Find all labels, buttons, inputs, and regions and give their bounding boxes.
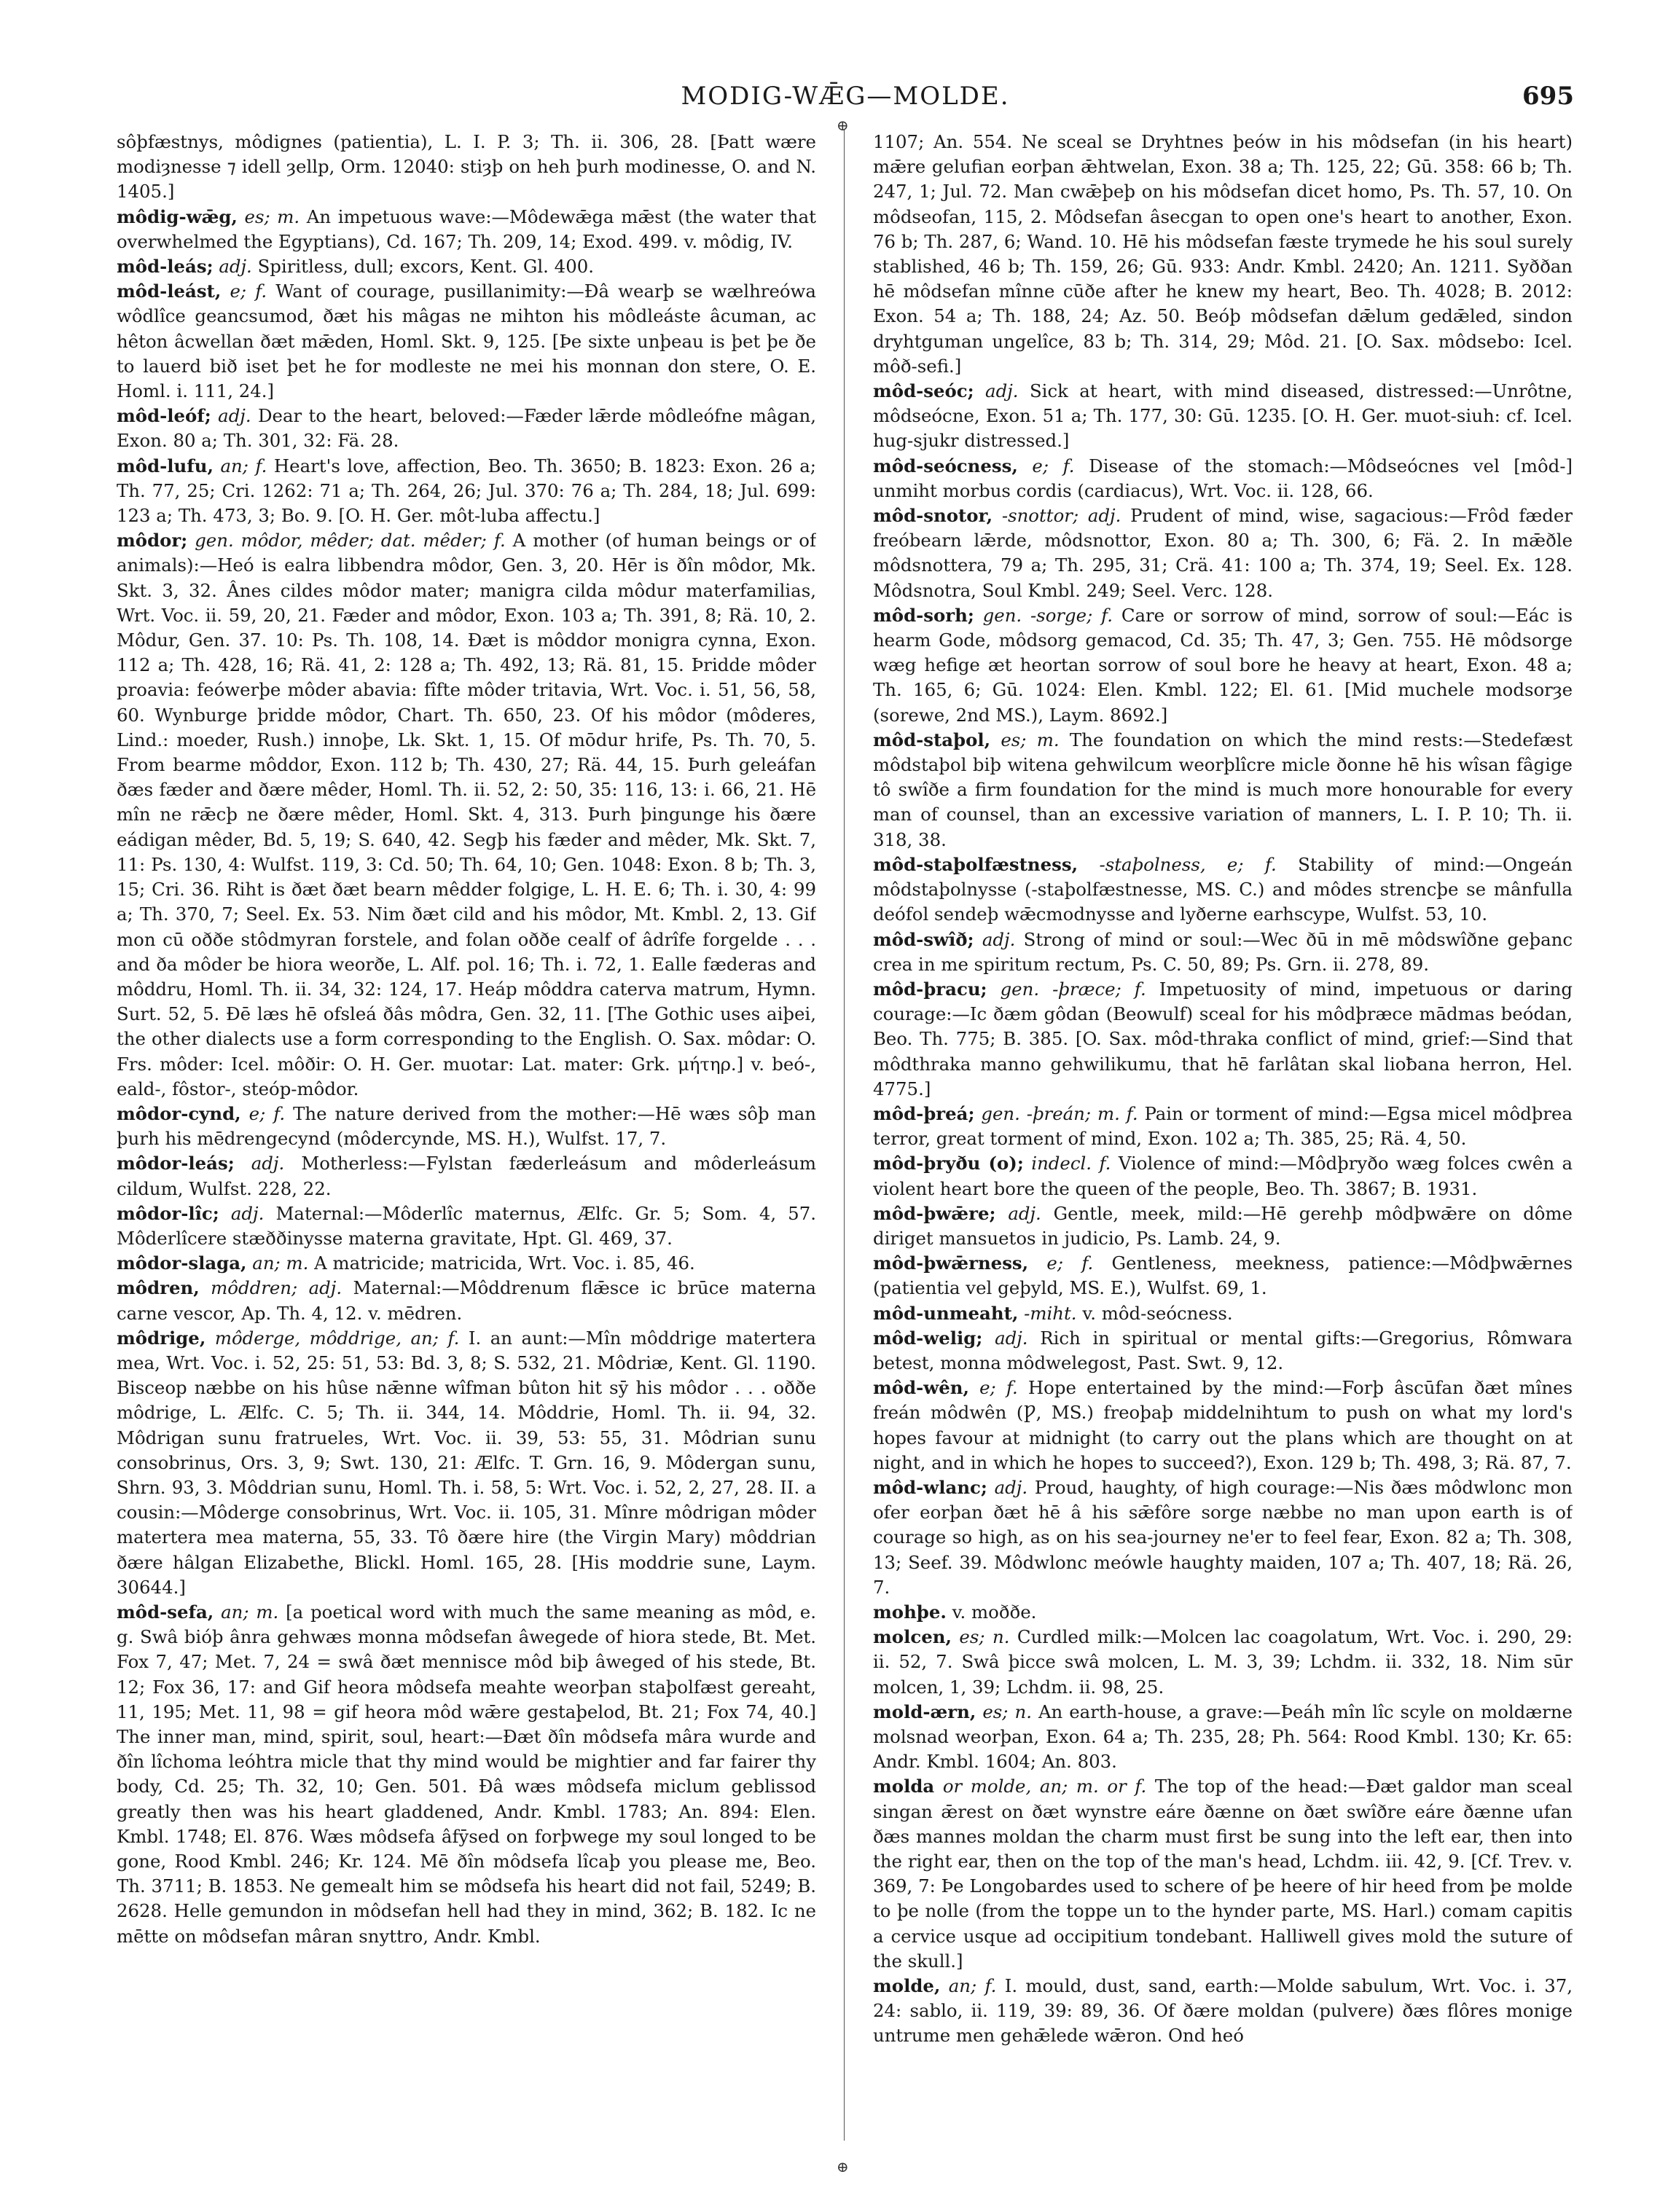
entry-text: Maternal:—Môderlîc maternus, Ælfc. Gr. 5; Som. 4, 57. Môderlîcere stæððinysse materna gravitate, Hpt. Gl. 469, 37. — [117, 1202, 816, 1249]
dictionary-entry — [117, 1276, 816, 1325]
entry-headword: môd-leás; — [117, 256, 214, 278]
dictionary-entry — [117, 1102, 816, 1151]
entry-grammar: adj. — [251, 1153, 285, 1174]
entry-headword: mohþe. — [873, 1601, 947, 1623]
entry-text: An earth-house, a grave:—Þeáh mîn lîc scyle on moldærne molsnad weorþan, Exon. 64 a; Th. 235, 28; Ph. 564: Rood Kmbl. 130; Kr. 65: Andr. Kmbl. 1604; An. 803. — [873, 1701, 1573, 1773]
entry-headword: môd-lufu, — [117, 455, 214, 476]
entry-headword: môd-staþolfæstness, — [873, 853, 1078, 875]
left-column — [117, 130, 816, 2170]
entry-text: I. an aunt:—Mîn môddrige matertera mea, Wrt. Voc. i. 52, 25: 51, 53: Bd. 3, 8; S. 532, 21. Môdriæ, Kent. Gl. 1190. Bisceop næbbe on his hûse nǣnne wîfman bûton hit sȳ his môdor . . . oððe môdrige, L. Ælfc. C. 5; Th. ii. 344, 14. Môddrie, Homl. Th. ii. 94, 32. Môdrigan sunu fratrueles, Wrt. Voc. ii. 39, 53: 55, 31. Môdrian sunu consobrinus, Ors. 3, 9; Swt. 130, 21: Ælfc. T. Grn. 16, 9. Môdergan sunu, Shrn. 93, 3. Môddrian sunu, Homl. Th. i. 58, 5: Wrt. Voc. i. 52, 2, 27, 28. II. a cousin:—Môderge consobrinus, Wrt. Voc. ii. 105, 31. Mînre môdrigan môder matertera mea materna, 55, 33. Tô ðære hire (the Virgin Mary) môddrian ðære hâlgan Elizabethe, Blickl. Homl. 165, 28. [His moddrie sune, Laym. 30644.] — [117, 1327, 816, 1598]
entry-text: Want of courage, pusillanimity:—Đâ wearþ se wælhreówa wôdlîce geancsumod, ðæt his mâgas ne mihton his môdleáste âcuman, ac hêton âcwellan ðæt mǣden, Homl. Skt. 9, 125. [Þe sixte unþeau is þet þe ðe to lauerd bið iset þet he for modleste ne mei his monnan don stere, O. E. Homl. i. 111, 24.] — [117, 281, 816, 402]
entry-grammar: an; f. — [948, 1975, 997, 1997]
dictionary-entry — [873, 454, 1573, 503]
entry-text: Gentleness, meekness, patience:—Môdþwǣrnes (patientia vel geþyld, MS. E.), Wulfst. 69, 1. — [873, 1252, 1573, 1299]
entry-grammar: an; f. — [220, 455, 267, 476]
entry-text: Spiritless, dull; excors, Kent. Gl. 400. — [257, 256, 594, 278]
dictionary-entry — [873, 1251, 1573, 1301]
entry-headword: môdor-lîc; — [117, 1202, 219, 1224]
entry-text: Impetuosity of mind, impetuous or daring courage:—Ic ðæm gôdan (Beowulf) sceal for his môdþræce mādmas beódan, Beo. Th. 775; B. 385. [O. Sax. môd-thraka conflict of mind, grief:—Sind that môdthraka manno gehwilikumu, that hē farlâtan skal lioƀana herron, Hel. 4775.] — [873, 978, 1573, 1099]
dictionary-entry — [873, 379, 1573, 454]
dictionary-entry — [873, 1326, 1573, 1376]
entry-headword: molda — [873, 1776, 935, 1797]
entry-text: Stability of mind:—Ongeán môdstaþolnysse (-staþolfæstnesse, MS. C.) and môdes strencþe se mânfulla deófol sendeþ wǣcmodnysse and lyðerne earhscype, Wulfst. 53, 10. — [873, 853, 1573, 925]
entry-text: Care or sorrow of mind, sorrow of soul:—Eác is hearm Gode, môdsorg gemacod, Cd. 35; Th. 47, 3; Gen. 755. Hē môdsorge wæg hefige æt heortan sorrow of soul bore he heavy at heart, Exon. 48 a; Th. 165, 6; Gū. 1024: Elen. Kmbl. 122; El. 61. [Mid muchele modsorȝe (sorewe, 2nd MS.), Laym. 8692.] — [873, 604, 1573, 726]
entry-text: An impetuous wave:—Môdewǣga mǣst (the water that overwhelmed the Egyptians), Cd. 167; Th. 209, 14; Exod. 499. v. môdig, IV. — [117, 205, 816, 252]
entry-grammar: es; m. — [1001, 729, 1060, 750]
entry-grammar: e; f. — [248, 1102, 286, 1124]
entry-grammar: môddren; adj. — [211, 1277, 342, 1299]
entry-text: Prudent of mind, wise, sagacious:—Frôd fæder freóbearn lǣrde, môdsnottor, Exon. 80 a; Th. 300, 6; Fä. 2. In mǣðle môdsnottera, 79 a; Th. 295, 31; Crä. 41: 100 a; Th. 374, 19; Seel. Ex. 128. Môdsnotra, Soul Kmbl. 249; Seel. Verc. 128. — [873, 505, 1573, 601]
entry-grammar: es; n. — [959, 1626, 1010, 1648]
column-ornament-top: ⊕ — [837, 117, 849, 134]
dictionary-entry — [117, 1201, 816, 1251]
dictionary-entry — [873, 1201, 1573, 1251]
entry-grammar: gen. -þreán; m. f. — [981, 1102, 1138, 1124]
entry-text: Violence of mind:—Môdþryðo wæg folces cwên a violent heart bore the queen of the people, Beo. Th. 3867; B. 1931. — [873, 1153, 1573, 1199]
entry-grammar: indecl. f. — [1031, 1153, 1111, 1174]
dictionary-entry — [117, 1151, 816, 1201]
dictionary-entry — [117, 454, 816, 529]
entry-headword: môdor-leás; — [117, 1153, 235, 1174]
entry-headword: môd-wên, — [873, 1377, 969, 1399]
dictionary-entry — [117, 254, 816, 279]
entry-headword: molde, — [873, 1975, 941, 1997]
entry-grammar: adj. — [218, 405, 251, 427]
entry-text: Gentle, meek, mild:—Hē gerehþ môdþwǣre on dôme diriget mansuetos in judicio, Ps. Lamb. 24, 9. — [873, 1202, 1573, 1249]
entry-grammar: gen. môdor, mêder; dat. mêder; f. — [195, 530, 506, 552]
entry-grammar: gen. -þræce; f. — [1000, 978, 1146, 1000]
dictionary-entry — [117, 1600, 816, 1949]
entry-text: v. môd-seócness. — [1082, 1302, 1233, 1324]
entry-headword: môd-seócness, — [873, 455, 1018, 476]
dictionary-entry — [873, 1974, 1573, 2049]
entry-grammar: adj. — [995, 1327, 1028, 1349]
entry-grammar: -miht. — [1024, 1302, 1077, 1324]
entry-headword: môd-þwǣrness, — [873, 1252, 1029, 1274]
entry-headword: môd-snotor, — [873, 505, 993, 527]
dictionary-entry — [873, 503, 1573, 603]
entry-headword: môd-þreá; — [873, 1102, 975, 1124]
entry-text: A mother (of human beings or of animals):—Heó is ealra libbendra môdor, Gen. 3, 20. Hēr is ðîn môdor, Mk. Skt. 3, 32. Ânes cildes môdor mater; manigra cilda môdur materfamilias, Wrt. Voc. ii. 59, 20, 21. Fæder and môdor, Exon. 103 a; Th. 391, 8; Rä. 10, 2. Môdur, Gen. 37. 10: Ps. Th. 108, 14. Ðæt is môddor monigra cynna, Exon. 112 a; Th. 428, 16; Rä. 41, 2: 128 a; Th. 492, 13; Rä. 81, 15. Þridde môder proavia: feówerþe môder abavia: fîfte môder tritavia, Wrt. Voc. i. 51, 56, 58, 60. Wynburge þridde môdor, Chart. Th. 650, 23. Of his môdor (môderes, Lind.: moeder, Rush.) innoþe, Lk. Skt. 1, 15. Of mōdur hrife, Ps. Th. 70, 5. From bearme môddor, Exon. 112 b; Th. 430, 27; Rä. 44, 15. Þurh geleáfan ðæs fæder and ðære mêder, Homl. Th. ii. 52, 2: 50, 35: 116, 13: i. 66, 21. Hē mîn ne rǣcþ ne ðære mêder, Homl. Skt. 4, 313. Þurh þingunge his ðære eádigan mêder, Bd. 5, 19; S. 640, 42. Segþ his fæder and mêder, Mk. Skt. 7, 11: Ps. 130, 4: Wulfst. 119, 3: Cd. 50; Th. 64, 10; Gen. 1048: Exon. 8 b; Th. 3, 15; Cri. 36. Riht is ðæt ðæt bearn mêdder folgige, L. H. E. 6; Th. i. 30, 4: 99 a; Th. 370, 7; Seel. Ex. 53. Nim ðæt cild and his môdor, Mt. Kmbl. 2, 13. Gif mon cū oððe stôdmyran forstele, and folan oððe cealf of âdrîfe forgelde . . . and ða môder be hiora weorðe, L. Alf. pol. 16; Th. i. 72, 1. Ealle fæderas and môddru, Homl. Th. ii. 34, 32: 124, 17. Heáp môddra caterva matrum, Hymn. Surt. 52, 5. Ðē læs hē ofsleá ðâs môdra, Gen. 32, 11. [The Gothic uses aiþei, the other dialects use a form corresponding to the English. O. Sax. môdar: O. Frs. môder: Icel. môðir: O. H. Ger. muotar: Lat. mater: Grk. μήτηρ.] v. beó-, eald-, fôstor-, steóp-môdor. — [117, 530, 816, 1099]
dictionary-entry — [873, 603, 1573, 728]
page-title: MODIG-WǢG—MOLDE. — [681, 82, 1010, 111]
entry-text: Curdled milk:—Molcen lac coagolatum, Wrt. Voc. i. 290, 29: ii. 52, 7. Swâ þicce swâ molcen, L. M. 3, 39; Lchdm. ii. 332, 18. Nim sūr molcen, 1, 39; Lchdm. ii. 98, 25. — [873, 1626, 1573, 1698]
entry-grammar: adj. — [230, 1202, 265, 1224]
entry-text: sôþfæstnys, môdignes (patientia), L. I. P. 3; Th. ii. 306, 28. [Þatt wære modiȝnesse ⁊ idell ȝellp, Orm. 12040: stiȝþ on heh þurh modinesse, O. and N. 1405.] — [117, 131, 816, 203]
dictionary-entry — [117, 279, 816, 404]
dictionary-entry — [117, 528, 816, 1102]
dictionary-entry — [117, 404, 816, 453]
column-ornament-bottom: ⊕ — [837, 2158, 849, 2176]
dictionary-entry — [873, 1151, 1573, 1201]
entry-headword: môd-þryðu (o); — [873, 1153, 1024, 1174]
entry-text: The nature derived from the mother:—Hē wæs sôþ man þurh his mēdrengecynd (môdercynde, MS. H.), Wulfst. 17, 7. — [117, 1102, 816, 1150]
column-divider — [844, 130, 845, 2141]
entry-text: Rich in spiritual or mental gifts:—Gregorius, Rômwara betest, monna môdwelegost, Past. Swt. 9, 12. — [873, 1327, 1573, 1373]
entry-text: Heart's love, affection, Beo. Th. 3650; B. 1823: Exon. 26 a; Th. 77, 25; Cri. 1262: 71 a; Th. 264, 26; Jul. 370: 76 a; Th. 284, 18; Jul. 699: 123 a; Th. 473, 3; Bo. 9. [O. H. Ger. môt-luba affectu.] — [117, 455, 816, 527]
entry-text: [a poetical word with much the same meaning as môd, e. g. Swâ bióþ ânra gehwæs monna môdsefan âwegede of hiora stede, Bt. Met. Fox 7, 47; Met. 7, 24 = swâ ðæt mennisce môd biþ âweged of his stede, Bt. 12; Fox 36, 17: and Gif heora môdsefa meahte weorþan staþolfæst gereaht, 11, 195; Met. 11, 98 = gif heora môd wǣre gestaþelod, Bt. 21; Fox 74, 40.] The inner man, mind, spirit, soul, heart:—Ðæt ðîn môdsefa mâra wurde and ðîn lîchoma leóhtra micle that thy mind would be mightier and far fairer thy body, Cd. 25; Th. 32, 10; Gen. 501. Ðâ wæs môdsefa miclum geblissod greatly then was his heart gladdened, Andr. Kmbl. 1783; An. 894: Elen. Kmbl. 1748; El. 876. Wæs môdsefa âfȳsed on forþwege my soul longed to be gone, Rood Kmbl. 246; Kr. 124. Mē ðîn môdsefa lîcaþ you please me, Beo. Th. 3711; B. 1853. Ne gemealt him se môdsefa his heart did not fail, 5249; B. 2628. Helle gemundon in môdsefan hell had they in mind, 362; B. 182. Ic ne mētte on môdsefan mâran snyttro, Andr. Kmbl. — [117, 1601, 816, 1947]
entry-grammar: es; n. — [982, 1701, 1032, 1722]
right-column — [873, 130, 1573, 2170]
entry-grammar: adj. — [985, 380, 1019, 402]
entry-text: 1107; An. 554. Ne sceal se Dryhtnes þeów in his môdsefan (in his heart) mǣre gelufian eorþan ǣhtwelan, Exon. 38 a; Th. 125, 22; Gū. 358: 66 b; Th. 247, 1; Jul. 72. Man cwǣþeþ on his môdsefan dicet homo, Ps. Th. 57, 10. On môdseofan, 115, 2. Môdsefan âsecgan to open one's heart to another, Exon. 76 b; Th. 287, 6; Wand. 10. Hē his môdsefan fæste trymede he his soul surely stablished, 46 b; Th. 159, 26; Gū. 933: Andr. Kmbl. 2420; An. 1211. Syððan hē môdsefan mînne cūðe after he knew my heart, Beo. Th. 4028; B. 2012: Exon. 54 a; Th. 188, 24; Az. 50. Beóþ môdsefan dǣlum gedǣled, sindon dryhtguman ungelîce, 83 b; Th. 314, 29; Môd. 21. [O. Sax. môdsebo: Icel. môð-sefi.] — [873, 131, 1573, 377]
dictionary-entry — [117, 1326, 816, 1600]
entry-headword: môd-staþol, — [873, 729, 991, 750]
entry-text: Strong of mind or soul:—Wec ðū in mē môdswîðne geþanc crea in me spiritum rectum, Ps. C. 50, 89; Ps. Grn. ii. 278, 89. — [873, 928, 1573, 975]
entry-text: The foundation on which the mind rests:—Stedefæst môdstaþol biþ witena gehwilcum weorþlîcre micle ðonne hē his wîsan fâgige tô swîðe a firm foundation for the mind is much more honourable for every man of counsel, than an excessive variation of manners, L. I. P. 10; Th. ii. 318, 38. — [873, 729, 1573, 850]
entry-text: I. mould, dust, sand, earth:—Molde sabulum, Wrt. Voc. i. 37, 24: sablo, ii. 119, 39: 89, 36. Of ðære moldan (pulvere) ðæs flôres monige untrume men gehǣlede wǣron. Ond heó — [873, 1975, 1573, 2047]
entry-headword: mold-ærn, — [873, 1701, 976, 1722]
entry-text: The top of the head:—Ðæt galdor man sceal singan ǣrest on ðæt wynstre eáre ðænne on ðæt swîðre eáre ðænne ufan ðæs mannes moldan the charm must first be sung into the left ear, then into the right ear, then on the top of the man's head, Lchdm. iii. 42, 9. [Cf. Trev. v. 369, 7: Þe Longobardes used to schere of þe heere of hir heed from þe molde to þe nolle (from the toppe un to the hynder parte, MS. Harl.) comam capitis a cervice usque ad occipitium tondebant. Halliwell gives mold the suture of the skull.] — [873, 1776, 1573, 1972]
entry-headword: môdor-cynd, — [117, 1102, 241, 1124]
entry-text: A matricide; matricida, Wrt. Voc. i. 85, 46. — [314, 1252, 695, 1274]
dictionary-entry — [873, 1625, 1573, 1700]
entry-text: Pain or torment of mind:—Egsa micel môdþrea terror, great torment of mind, Exon. 102 a; Th. 385, 25; Rä. 4, 50. — [873, 1102, 1573, 1150]
dictionary-entry — [873, 1600, 1573, 1625]
entry-headword: môdor; — [117, 530, 188, 552]
entry-headword: môdig-wǣg, — [117, 205, 238, 227]
entry-headword: môd-leóf; — [117, 405, 211, 427]
page-number: 695 — [1522, 82, 1574, 111]
dictionary-entry — [873, 1376, 1573, 1475]
entry-grammar: e; f. — [230, 281, 267, 302]
entry-grammar: -snottor; adj. — [1001, 505, 1121, 527]
entry-grammar: adj. — [994, 1476, 1028, 1498]
dictionary-entry — [873, 1301, 1573, 1326]
entry-headword: môdor-slaga, — [117, 1252, 247, 1274]
running-head — [117, 82, 1574, 117]
entry-headword: môd-leást, — [117, 281, 222, 302]
entry-text: Disease of the stomach:—Môdseócnes vel [môd-] unmiht morbus cordis (cardiacus), Wrt. Voc. ii. 128, 66. — [873, 455, 1573, 501]
entry-headword: môd-sefa, — [117, 1601, 214, 1623]
dictionary-entry — [873, 977, 1573, 1102]
entry-grammar: adj. — [982, 928, 1016, 950]
entry-grammar: -staþolness, e; f. — [1099, 853, 1277, 875]
dictionary-entry — [873, 852, 1573, 927]
entry-grammar: e; f. — [1032, 455, 1075, 476]
entry-grammar: gen. -sorge; f. — [982, 604, 1113, 626]
entry-grammar: adj. — [219, 256, 252, 278]
entry-headword: môd-þracu; — [873, 978, 987, 1000]
entry-text: Motherless:—Fylstan fæderleásum and môderleásum cildum, Wulfst. 228, 22. — [117, 1153, 816, 1199]
entry-headword: molcen, — [873, 1626, 952, 1648]
dictionary-entry — [117, 130, 816, 205]
entry-text: Proud, haughty, of high courage:—Nis ðæs môdwlonc mon ofer eorþan ðæt hē â his sǣfôre sorge næbbe no man upon earth is of courage so high, as on his sea-journey ne'er to feel fear, Exon. 82 a; Th. 308, 13; Seef. 39. Môdwlonc meówle haughty maiden, 107 a; Th. 407, 18; Rä. 26, 7. — [873, 1476, 1573, 1598]
entry-text: Dear to the heart, beloved:—Fæder lǣrde môdleófne mâgan, Exon. 80 a; Th. 301, 32: Fä. 28. — [117, 405, 816, 452]
entry-grammar: adj. — [1008, 1202, 1041, 1224]
dictionary-entry — [873, 927, 1573, 977]
entry-grammar: môderge, môddrige, an; f. — [214, 1327, 460, 1349]
entry-headword: môdren, — [117, 1277, 200, 1299]
entry-headword: môd-seóc; — [873, 380, 974, 402]
dictionary-entry — [117, 1251, 816, 1276]
entry-grammar: e; f. — [979, 1377, 1018, 1399]
entry-grammar: e; f. — [1046, 1252, 1094, 1274]
dictionary-entry — [873, 1102, 1573, 1151]
entry-headword: môd-wlanc; — [873, 1476, 987, 1498]
dictionary-entry — [873, 1774, 1573, 1974]
entry-text: v. moððe. — [952, 1601, 1037, 1623]
entry-text: Maternal:—Môddrenum flǣsce ic brūce materna carne vescor, Ap. Th. 4, 12. v. mēdren. — [117, 1277, 816, 1324]
entry-headword: môd-þwǣre; — [873, 1202, 996, 1224]
entry-grammar: an; m. — [221, 1601, 279, 1623]
dictionary-entry — [873, 728, 1573, 852]
entry-text: Hope entertained by the mind:—Forþ âscūfan ðæt mînes freán môdwên (Ƿ, MS.) freoþaþ middelnihtum to push on what my lord's hopes favour at midnight (to carry out the plans which are thought on at night, and in which he hopes to succeed?), Exon. 129 b; Th. 498, 3; Rä. 87, 7. — [873, 1377, 1573, 1473]
entry-headword: môd-swîð; — [873, 928, 974, 950]
entry-text: Sick at heart, with mind diseased, distressed:—Unrôtne, môdseócne, Exon. 51 a; Th. 177, 30: Gū. 1235. [O. H. Ger. muot-siuh: cf. Icel. hug-sjukr distressed.] — [873, 380, 1573, 452]
dictionary-entry — [873, 1475, 1573, 1600]
entry-grammar: an; m. — [252, 1252, 309, 1274]
entry-headword: môd-welig; — [873, 1327, 983, 1349]
dictionary-entry — [117, 205, 816, 254]
dictionary-entry — [873, 130, 1573, 379]
dictionary-entry — [873, 1700, 1573, 1775]
entry-grammar: es; m. — [244, 205, 300, 227]
entry-headword: môdrige, — [117, 1327, 206, 1349]
entry-headword: môd-unmeaht, — [873, 1302, 1019, 1324]
entry-headword: môd-sorh; — [873, 604, 974, 626]
entry-grammar: or molde, an; m. or f. — [942, 1776, 1147, 1797]
